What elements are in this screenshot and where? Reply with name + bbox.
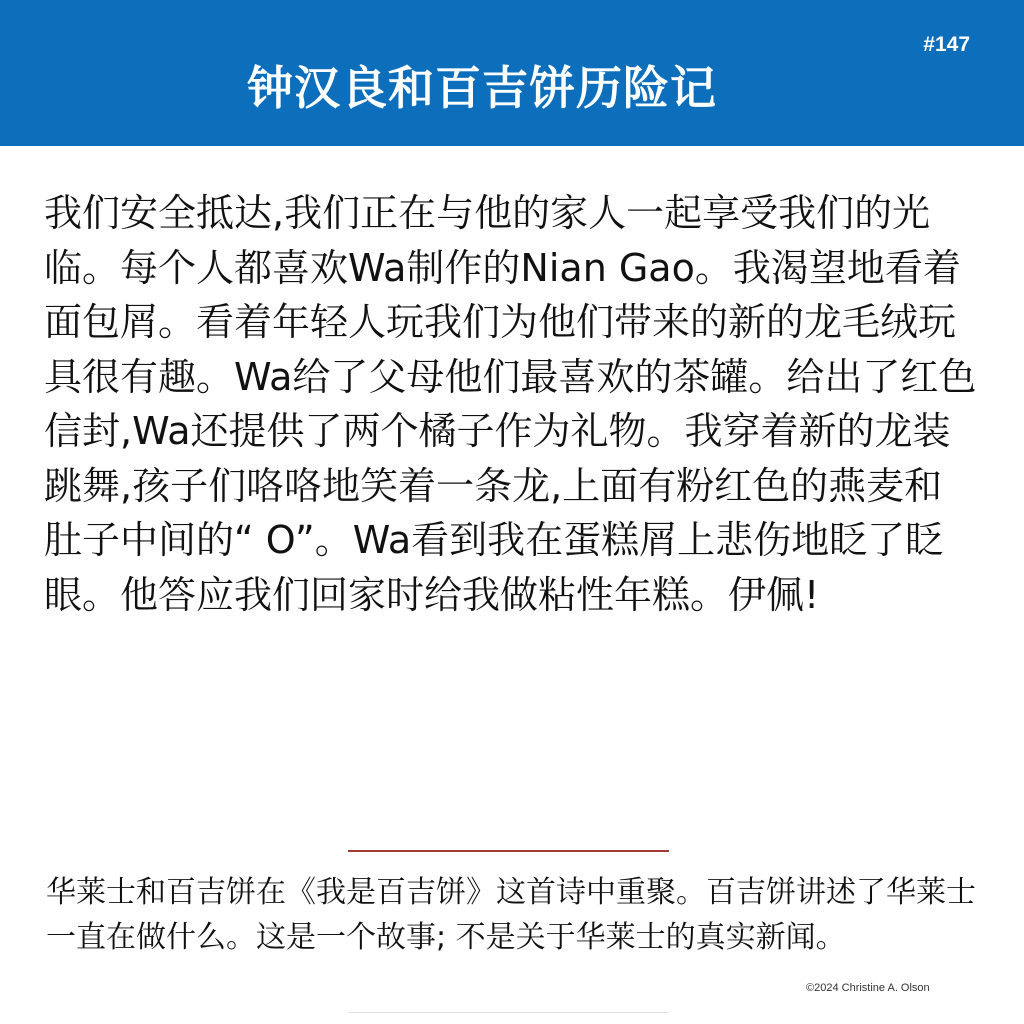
header-banner [0, 0, 1024, 146]
copyright-text: ©2024 Christine A. Olson [806, 982, 930, 994]
page-title: 钟汉良和百吉饼历险记 [247, 61, 717, 115]
episode-number: #147 [923, 33, 970, 56]
bottom-divider [348, 1012, 669, 1013]
story-text: 我们安全抵达,我们正在与他的家人一起享受我们的光临。每个人都喜欢Wa制作的Nian Gao。我渴望地看着面包屑。看着年轻人玩我们为他们带来的新的龙毛绒玩具很有趣。Wa给了父母他们最喜欢的茶罐。给出了红色信封,Wa还提供了两个橘子作为礼物。我穿着新的龙装跳舞,孩子们咯咯地笑着一条龙,上面有粉红色的燕麦和肚子中间的“ O”。Wa看到我在蛋糕屑上悲伤地眨了眨眼。他答应我们回家时给我做粘性年糕。伊佩! [44, 191, 977, 617]
footer-note: 华莱士和百吉饼在《我是百吉饼》这首诗中重聚。百吉饼讲述了华莱士一直在做什么。这是一个故事; 不是关于华莱士的真实新闻。 [46, 875, 976, 955]
divider [348, 850, 669, 852]
